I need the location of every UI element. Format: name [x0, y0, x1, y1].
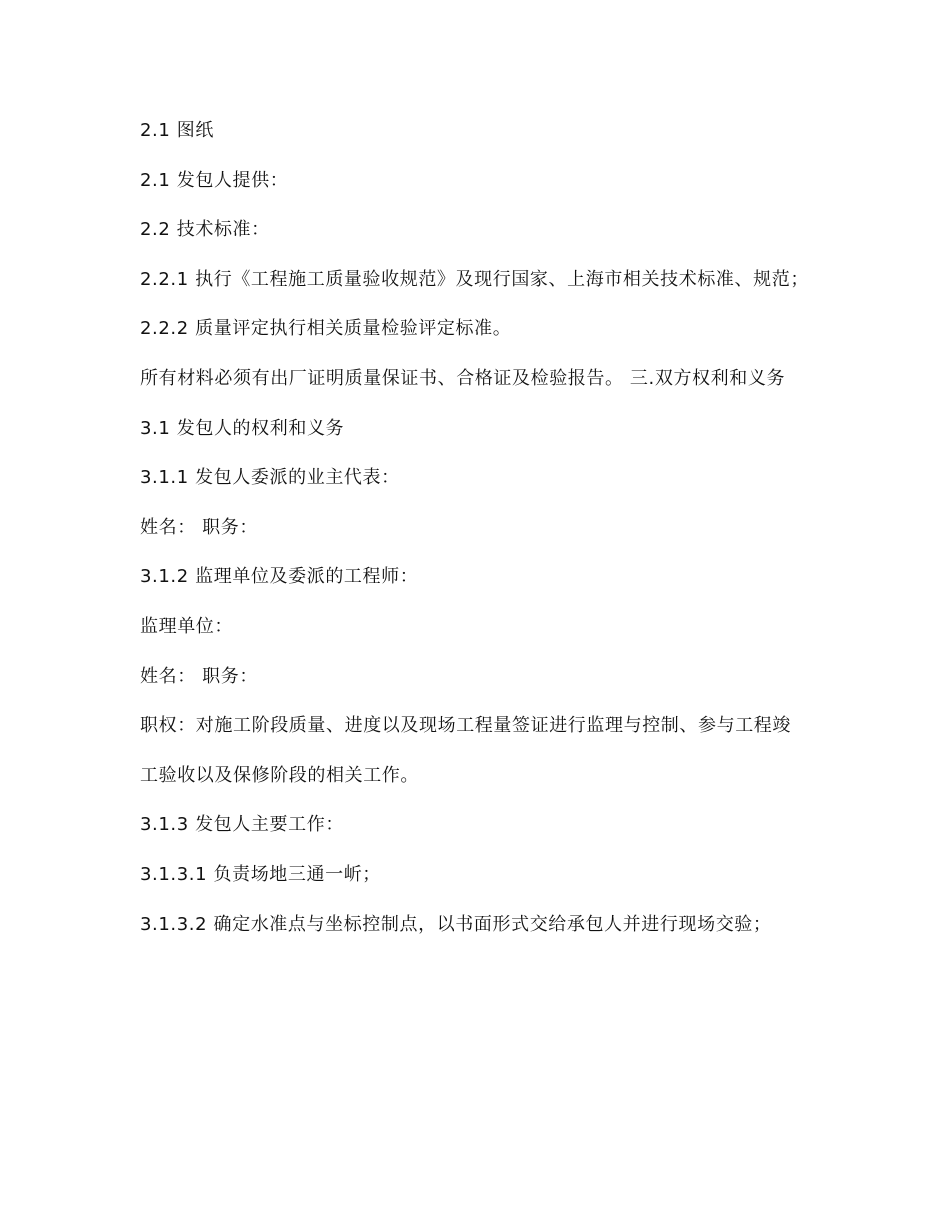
paragraph-site-preparation: 3.1.3.1 负责场地三通一岓；: [140, 863, 381, 885]
section-heading-technical-standards: 2.2 技术标准：: [140, 219, 270, 241]
paragraph-standard-2-2-1: 2.2.1 执行《工程施工质量验收规范》及现行国家、上海市相关技术标准、规范；: [140, 268, 809, 290]
section-heading-employer-rights: 3.1 发包人的权利和义务: [140, 417, 345, 439]
paragraph-authority-continued: 工验收以及保修阶段的相关工作。: [140, 764, 419, 786]
paragraph-materials-certification: 所有材料必须有出厂证明质量保证书、合格证及检验报告。 三.双方权利和义务: [140, 367, 786, 389]
field-name-position-2: 姓名： 职务：: [140, 665, 258, 687]
paragraph-supervision-unit: 3.1.2 监理单位及委派的工程师：: [140, 566, 419, 588]
paragraph-employer-main-work: 3.1.3 发包人主要工作：: [140, 814, 344, 836]
section-heading-drawings: 2.1 图纸: [140, 120, 214, 141]
field-supervision-unit: 监理单位：: [140, 615, 233, 637]
field-name-position: 姓名： 职务：: [140, 516, 258, 538]
document-body: [140, 116, 820, 959]
paragraph-employer-provides: 2.1 发包人提供：: [140, 169, 289, 191]
paragraph-owner-representative: 3.1.1 发包人委派的业主代表：: [140, 467, 400, 489]
paragraph-standard-2-2-2: 2.2.2 质量评定执行相关质量检验评定标准。: [140, 318, 512, 340]
paragraph-authority: 职权：对施工阶段质量、进度以及现场工程量签证进行监理与控制、参与工程竣: [140, 715, 791, 737]
paragraph-control-points: 3.1.3.2 确定水准点与坐标控制点，以书面形式交给承包人并进行现场交验；: [140, 913, 772, 935]
